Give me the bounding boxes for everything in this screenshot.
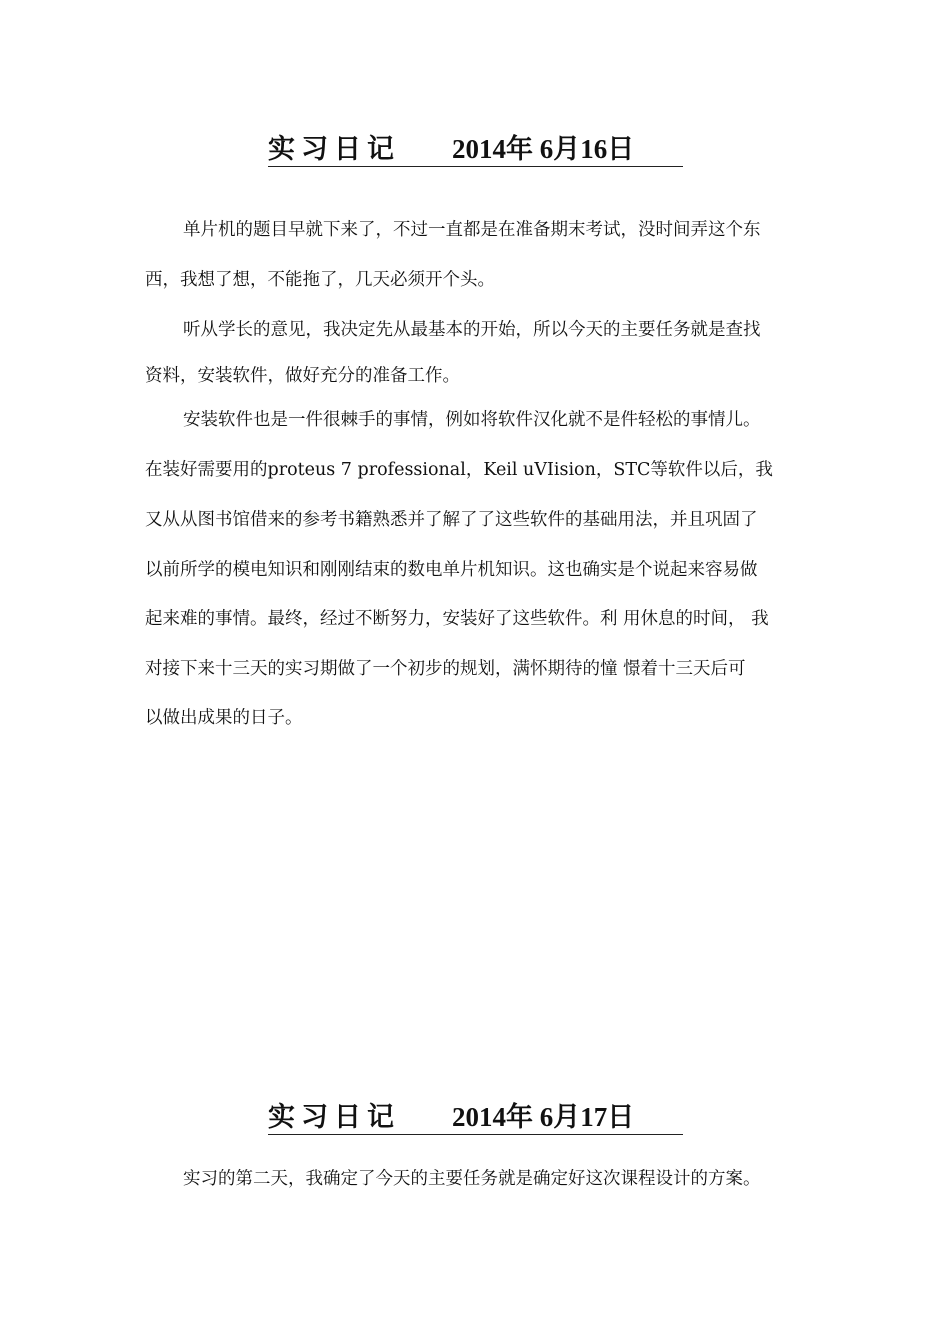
paragraph-line: 听从学长的意见，我决定先从最基本的开始，所以今天的主要任务就是查找 bbox=[183, 320, 761, 340]
paragraph-line: 资料，安装软件，做好充分的准备工作。 bbox=[145, 366, 460, 386]
paragraph-line: 以做出成果的日子。 bbox=[145, 708, 303, 728]
entry-title bbox=[268, 1102, 683, 1135]
paragraph-line: 安装软件也是一件很棘手的事情，例如将软件汉化就不是件轻松的事情儿。 bbox=[183, 410, 761, 430]
paragraph-line: 在装好需要用的proteus 7 professional，Keil uVIision，STC等软件以后，我 bbox=[145, 460, 773, 480]
entry-title-date: 2014年 6月16日 bbox=[452, 134, 635, 164]
entry-title bbox=[268, 134, 683, 167]
paragraph-line: 实习的第二天，我确定了今天的主要任务就是确定好这次课程设计的方案。 bbox=[183, 1169, 761, 1189]
paragraph-line: 西，我想了想，不能拖了，几天必须开个头。 bbox=[145, 270, 495, 290]
entry-title-label: 实习日记 bbox=[268, 1102, 400, 1132]
paragraph-line: 又从从图书馆借来的参考书籍熟悉并了解了了这些软件的基础用法，并且巩固了 bbox=[145, 510, 758, 530]
paragraph-line: 单片机的题目早就下来了，不过一直都是在准备期末考试，没时间弄这个东 bbox=[183, 220, 761, 240]
paragraph-line: 以前所学的模电知识和刚刚结束的数电单片机知识。这也确实是个说起来容易做 bbox=[145, 560, 758, 580]
paragraph-line: 对接下来十三天的实习期做了一个初步的规划，满怀期待的憧 憬着十三天后可 bbox=[145, 659, 746, 679]
entry-title-label: 实习日记 bbox=[268, 134, 400, 164]
entry-title-date: 2014年 6月17日 bbox=[452, 1102, 635, 1132]
paragraph-line: 起来难的事情。最终，经过不断努力，安装好了这些软件。利 用休息的时间， 我 bbox=[145, 609, 769, 629]
